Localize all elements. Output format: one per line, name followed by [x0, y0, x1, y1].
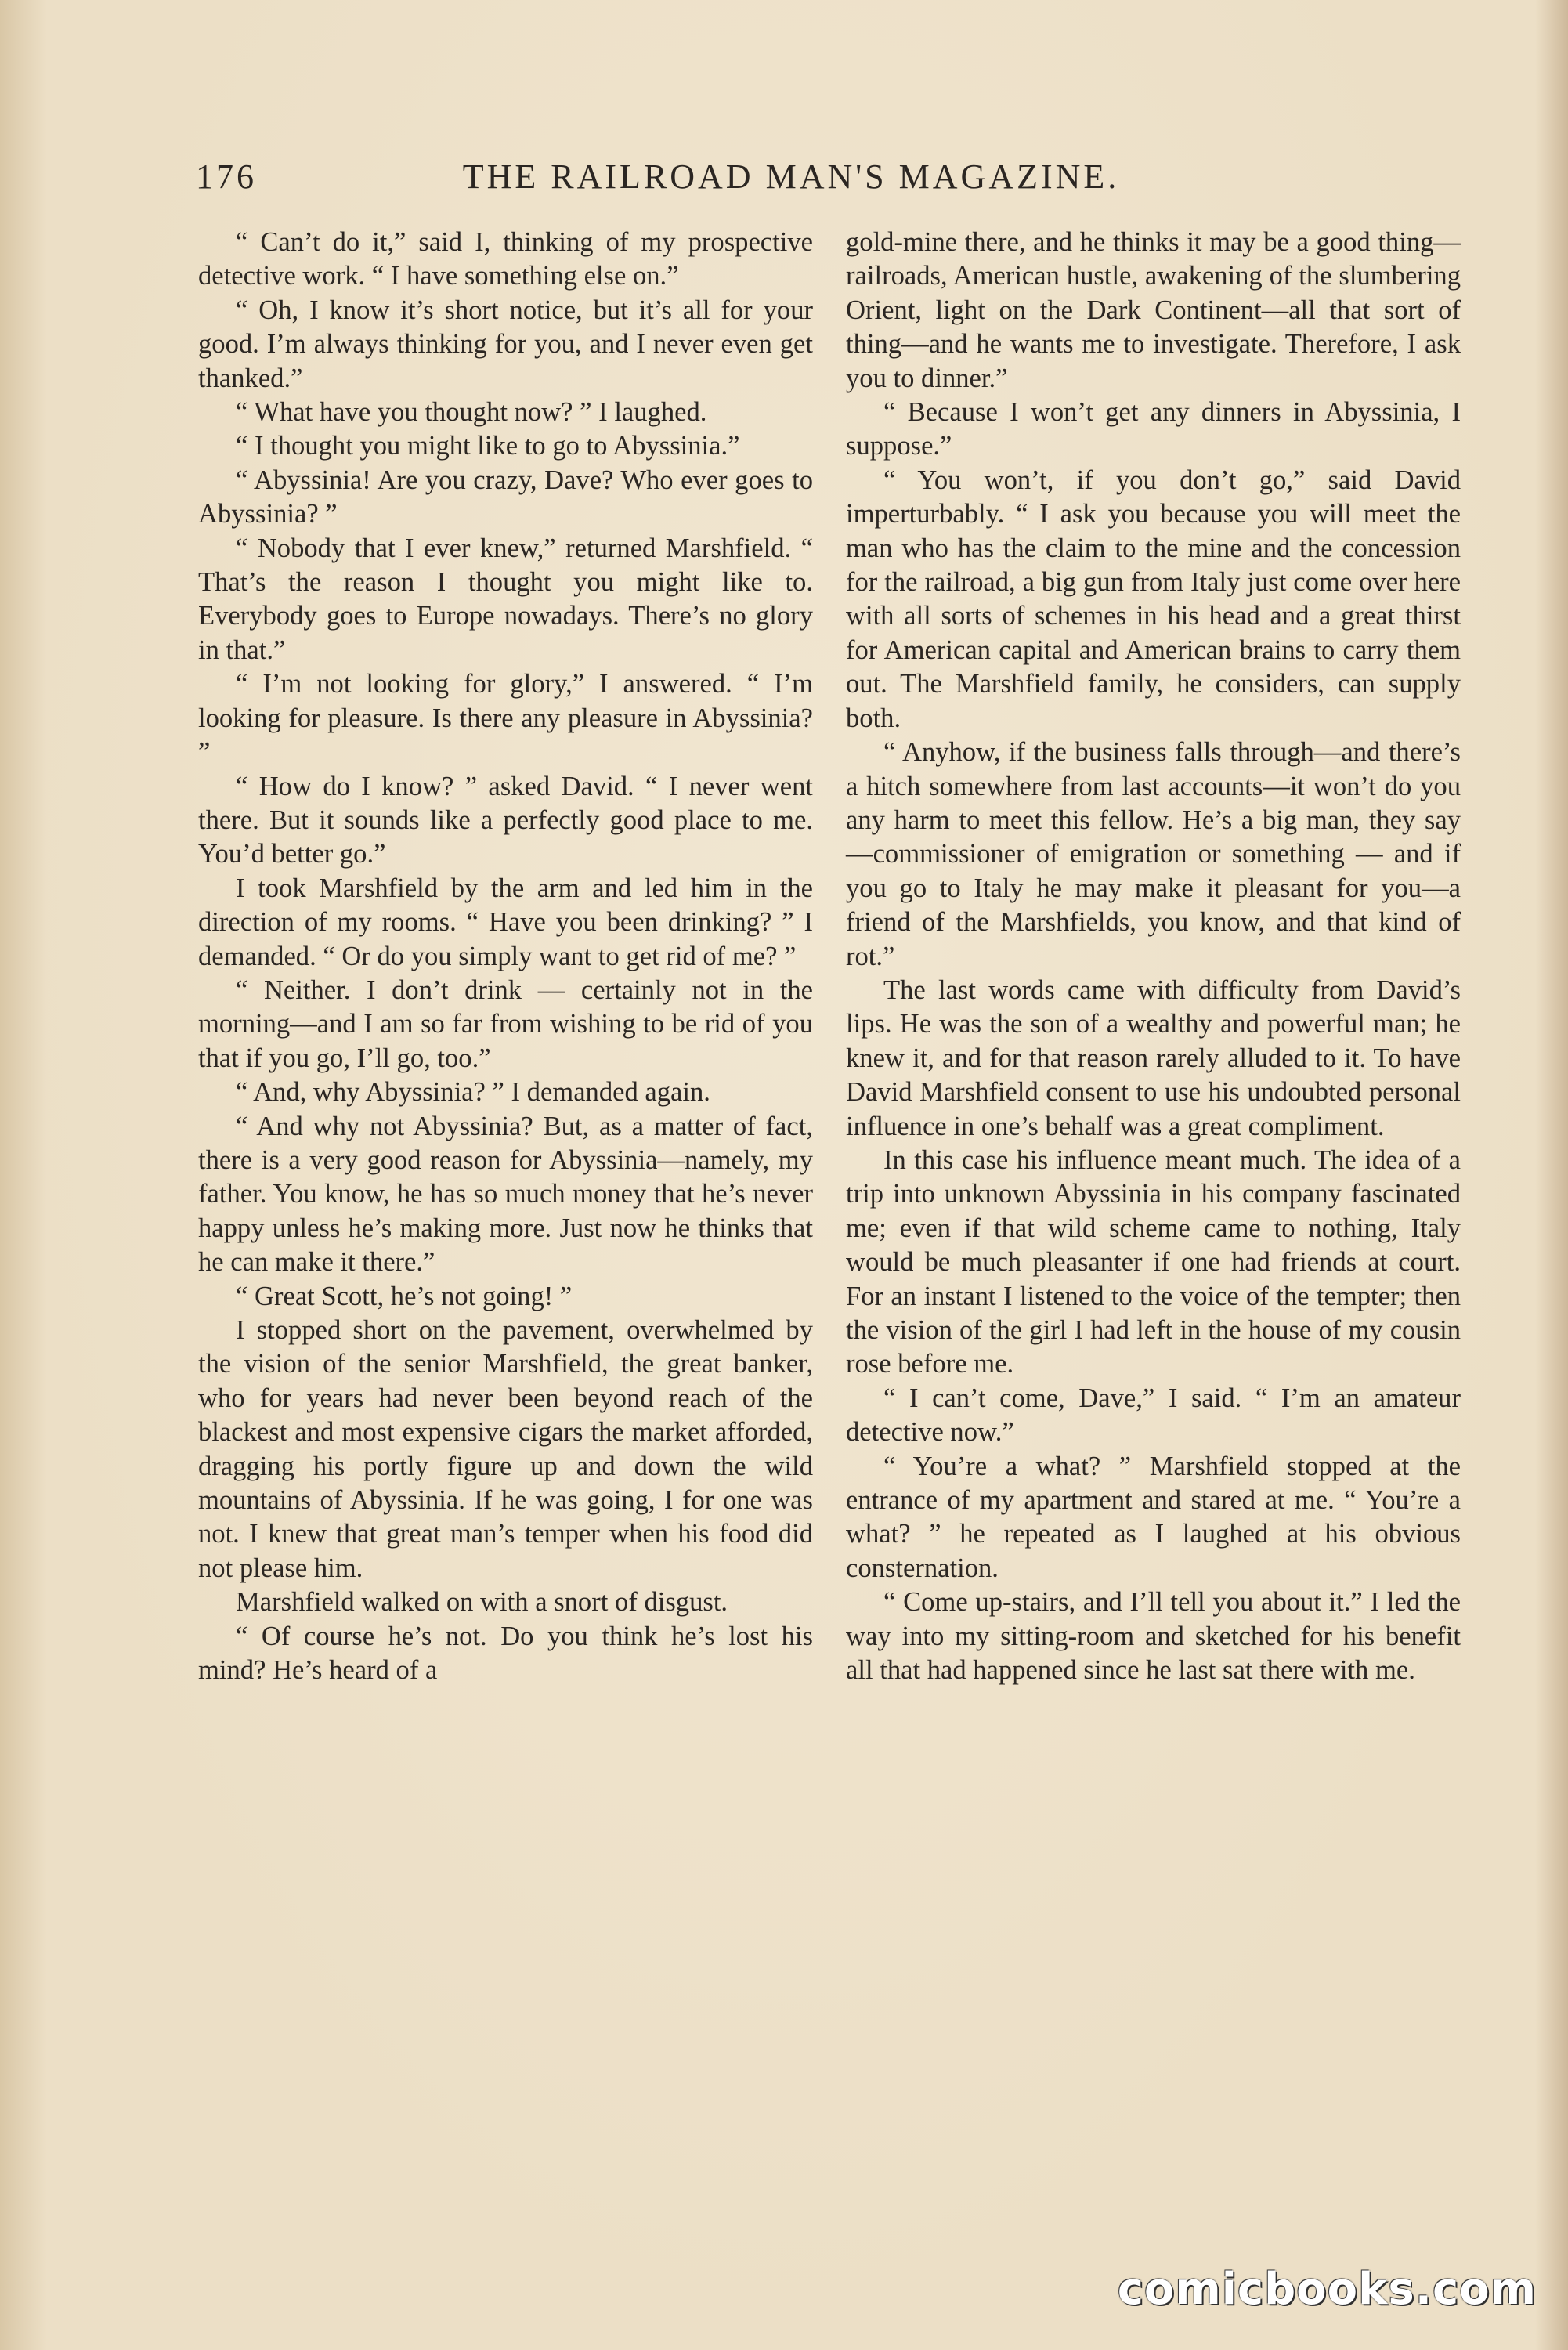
- right-column: [846, 226, 1461, 1687]
- paragraph: I stopped short on the pavement, overwhelmed by the vision of the senior Marshfield, the great banker, who for years had never been beyond reach of the blackest and most expensive cigars the market afforded, dragging his portly figure up and down the wild mountains of Abyssinia. If he was going, I for one was not. I knew that great man’s temper when his food did not please him.: [198, 1315, 813, 1583]
- running-title: THE RAILROAD MAN'S MAGAZINE.: [462, 157, 1120, 196]
- paragraph: “ Of course he’s not. Do you think he’s lost his mind? He’s heard of a: [198, 1621, 813, 1686]
- paragraph: “ And why not Abyssinia? But, as a matter of fact, there is a very good reason for Abyssinia—namely, my father. You know, he has so much money that he’s never happy unless he’s making more. Just now he thinks that he can make it there.”: [198, 1111, 813, 1278]
- paragraph: “ Neither. I don’t drink — certainly not in the morning—and I am so far from wishing to be rid of you that if you go, I’ll go, too.”: [198, 974, 813, 1073]
- paragraph: In this case his influence meant much. The idea of a trip into unknown Abyssinia in his company fascinated me; even if that wild scheme came to nothing, Italy would be much pleasanter if one had friends at court. For an instant I listened to the voice of the tempter; then the vision of the girl I had left in the house of my cousin rose before me.: [846, 1144, 1461, 1379]
- left-column: [198, 226, 813, 1687]
- paragraph: “ Nobody that I ever knew,” returned Marshfield. “ That’s the reason I thought you might like to. Everybody goes to Europe nowadays. There’s no glory in that.”: [198, 533, 813, 665]
- paragraph: “ Anyhow, if the business falls through—and there’s a hitch somewhere from last accounts—it won’t do you any harm to meet this fellow. He’s a big man, they say—commissioner of emigration or something — and if you go to Italy he may make it pleasant for you—a friend of the Marshfields, you know, and that kind of rot.”: [846, 737, 1461, 971]
- paragraph: I took Marshfield by the arm and led him in the direction of my rooms. “ Have you been drinking? ” I demanded. “ Or do you simply want to get rid of me? ”: [198, 873, 813, 971]
- paragraph: “ Can’t do it,” said I, thinking of my prospective detective work. “ I have something else on.”: [198, 227, 813, 291]
- paragraph: “ How do I know? ” asked David. “ I never went there. But it sounds like a perfectly good place to me. You’d better go.”: [198, 771, 813, 870]
- paragraph: “ Oh, I know it’s short notice, but it’s all for your good. I’m always thinking for you, and I never even get thanked.”: [198, 295, 813, 393]
- paragraph: “ What have you thought now? ” I laughed.: [236, 397, 707, 428]
- watermark: comicbooks.com: [1117, 2264, 1537, 2315]
- paragraph: “ Come up-stairs, and I’ll tell you about it.” I led the way into my sitting-room and sketched for his benefit all that had happened since he last sat there with me.: [846, 1587, 1461, 1686]
- paragraph: Marshfield walked on with a snort of disgust.: [236, 1587, 728, 1618]
- paragraph: “ I thought you might like to go to Abyssinia.”: [236, 431, 740, 461]
- paragraph: The last words came with difficulty from David’s lips. He was the son of a wealthy and powerful man; he knew it, and for that reason rarely alluded to it. To have David Marshfield consent to use his undoubted personal influence in one’s behalf was a great compliment.: [846, 974, 1461, 1141]
- paragraph: “ And, why Abyssinia? ” I demanded again.: [236, 1077, 710, 1108]
- paragraph: “ Great Scott, he’s not going! ”: [236, 1281, 573, 1311]
- page-number: 176: [196, 157, 257, 196]
- paragraph-continuation: gold-mine there, and he thinks it may be a good thing—railroads, American hustle, awakening of the slumbering Orient, light on the Dark Continent—all that sort of thing—and he wants me to investigate. Therefore, I ask you to dinner.”: [846, 227, 1461, 393]
- paragraph: “ I can’t come, Dave,” I said. “ I’m an amateur detective now.”: [846, 1383, 1461, 1448]
- page-header: [196, 157, 1386, 204]
- paragraph: “ You won’t, if you don’t go,” said David imperturbably. “ I ask you because you will meet the man who has the claim to the mine and the concession for the railroad, a big gun from Italy just come over here with all sorts of schemes in his head and a great thirst for American capital and American brains to carry them out. The Marshfield family, he considers, can supply both.: [846, 465, 1461, 733]
- paragraph: “ You’re a what? ” Marshfield stopped at the entrance of my apartment and stared at me. “ You’re a what? ” he repeated as I laughed at his obvious consternation.: [846, 1451, 1461, 1583]
- paragraph: “ Because I won’t get any dinners in Abyssinia, I suppose.”: [846, 397, 1461, 461]
- paragraph: “ I’m not looking for glory,” I answered. “ I’m looking for pleasure. Is there any pleasure in Abyssinia? ”: [198, 669, 813, 768]
- paragraph: “ Abyssinia! Are you crazy, Dave? Who ever goes to Abyssinia? ”: [198, 465, 813, 530]
